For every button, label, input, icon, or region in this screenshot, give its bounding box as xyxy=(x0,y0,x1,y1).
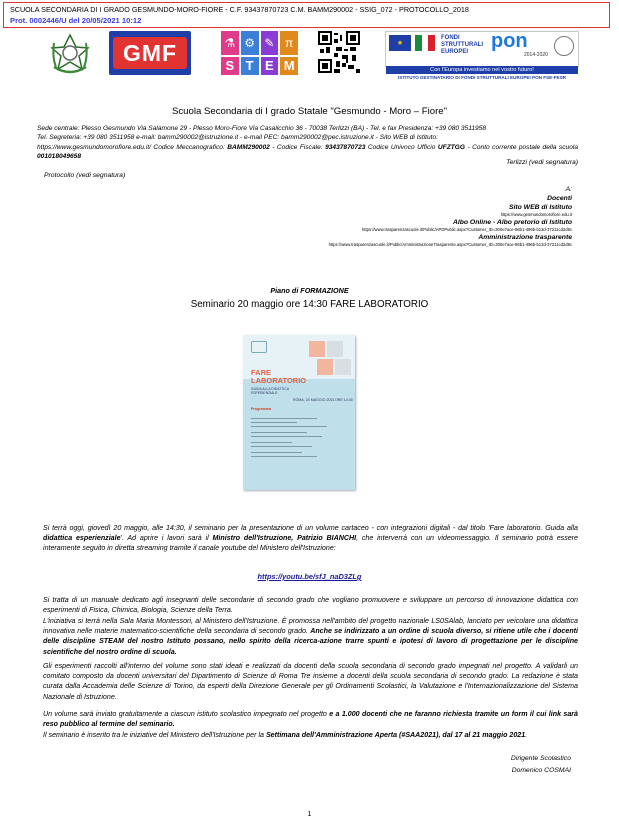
protocol-stamp xyxy=(3,2,610,28)
intro-text-2: '. Ad aprire i lavori sarà il xyxy=(120,534,213,543)
seminar-poster xyxy=(243,335,355,490)
page-number: 1 xyxy=(307,811,312,818)
recipient-transparency-url[interactable]: https://www.trasparenzascuole.it/Public/AmministrazioneTrasparente.aspx?Customer_ID=300e7ace-96b1-496b-b13d-37211cd2d8c xyxy=(328,242,572,247)
ministry-logo-icon xyxy=(251,341,267,353)
recipient-teachers: Docenti xyxy=(547,195,572,202)
stamp-protocol-number: Prot. 0002446/U del 20/05/2021 10:12 xyxy=(10,16,142,25)
recipient-transparency: Amministrazione trasparente xyxy=(478,234,572,241)
office-code: UFZTGG xyxy=(437,143,466,151)
address-line: Sede centrale: Plesso Gesmundo Via Salamone 29 - Plesso Moro-Fiore Via Casalicchio 36 - 70038 Terlizzi (BA) - Tel. e fax Presidenza: +39 080 3511958 xyxy=(37,125,487,132)
school-contact-info xyxy=(37,124,578,162)
paragraph-manual: Si tratta di un manuale dedicato agli insegnanti delle secondarie di secondo grado che vogliano promuovere e sviluppare un percorso di innovazione didattica con esperimenti di Fisica, Chimica, Biologia, Scienze della Terra. xyxy=(43,596,578,615)
pon-logo xyxy=(385,30,579,80)
postal-account: 001018049658 xyxy=(37,153,82,161)
postal-account-label: - Conto corrente postale della scuola xyxy=(465,143,578,151)
recipient-website-url[interactable]: https://www.gesmundomorofiore.edu.it xyxy=(500,212,572,217)
stamp-line: SCUOLA SECONDARIA DI I GRADO GESMUNDO-MORO-FIORE - C.F. 93437870723 C.M. BAMM290002 - SSIG_072 - PROTOCOLLO_2018 xyxy=(10,5,469,14)
intro-text-3: , che interverrà con un videomessaggio. Il seminario potrà essere interamente seguito in diretta streaming tramite il canale youtube del Ministero dell'Istruzione: xyxy=(43,534,578,553)
recipients-block xyxy=(172,185,572,248)
flask-icon: ⚗ xyxy=(221,31,239,55)
pon-fondi-label: FONDI STRUTTURALI EUROPEI xyxy=(441,35,483,55)
paragraph-volume xyxy=(43,709,578,729)
office-code-label: Codice Univoco Ufficio xyxy=(365,143,438,151)
school-code: BAMM290002 xyxy=(227,143,270,151)
pi-icon: π xyxy=(280,31,298,55)
pon-banner: Con l'Europa investiamo nel vostro futuro! xyxy=(386,66,578,74)
pon-caption: ISTITUTO DESTINATARIO DI FONDI STRUTTURALI EUROPEI PON FSE-FESR xyxy=(398,75,566,80)
signature-name: Domenico COSMAI xyxy=(511,767,571,774)
protocol-reference: Protocollo (vedi segnatura) xyxy=(44,172,126,179)
signature-role: Dirigente Scolastico xyxy=(510,755,571,762)
poster-time: ORE 14:30 xyxy=(335,398,353,402)
poster-date: ROMA, 20 MAGGIO 2021 xyxy=(293,398,335,402)
tool-icon: ✎ xyxy=(261,31,279,55)
qr-code-icon xyxy=(318,31,360,73)
intro-minister: Ministro dell'Istruzione, Patrizio BIANCHI xyxy=(212,534,357,543)
poster-program-lines xyxy=(251,415,347,481)
paragraph-initiative xyxy=(43,616,578,657)
fiscal-code: 93437870723 xyxy=(325,143,366,151)
volume-text: Un volume sarà inviato gratuitamente a ciascun istituto scolastico impegnato nel progetto xyxy=(43,710,330,718)
seminar-title: Seminario 20 maggio ore 14:30 FARE LABORATORIO xyxy=(190,299,429,310)
poster-section: Programma xyxy=(251,407,271,411)
gear-icon: ⚙ xyxy=(241,31,259,55)
signature-block xyxy=(511,753,571,777)
intro-highlight: didattica esperienziale xyxy=(43,534,121,543)
youtube-link[interactable]: https://youtu.be/sfJ_naD3ZLg xyxy=(257,572,362,581)
plan-title: Piano di FORMAZIONE xyxy=(270,286,349,295)
recipient-website: Sito WEB di Istituto xyxy=(508,204,572,211)
website-line: https://www.gesmundomorofiore.edu.it/ Codice Meccanografico: xyxy=(37,143,228,151)
poster-title-2: LABORATORIO xyxy=(251,376,307,385)
poster-subtitle: GUIDA ALLA DIDATTICA ESPERIENZIALE xyxy=(251,387,289,396)
pon-wordmark: pon xyxy=(491,30,528,52)
stem-logo xyxy=(221,31,298,75)
initiative-highlight: Anche se indirizzato a un ordine di scuola diverso, si ritiene utile che i docenti delle discipline STEAM del nostro Istituto possano, nello spirito della ricerca-azione trarre spunti e ipotesi di lavoro di progettazione per le discipline scientifiche del nostro ordine di scuola. xyxy=(43,627,578,656)
ministry-seal-icon xyxy=(554,36,574,56)
paragraph-experiments: Gli esperimenti raccolti all'interno del volume sono stati ideati e realizzati da docenti della scuola secondaria di secondo grado impegnati nel progetto. A validarli un comitato composto da docenti universitari del Dipartimento di Scienze di Roma Tre insieme a docenti della scuola secondaria di secondo grado. La redazione è stata curata dalla Accademia delle Scienze di Torino, da esperti della Direzione Generale per gli Ordinamenti Scolastici, la Valutazione e l'Internazionalizzazione del Sistema Nazionale di Istruzione. xyxy=(43,662,578,701)
volume-highlight: e a 1.000 docenti che ne faranno richiesta tramite un form il cui link sarà reso pubblico al termine del seminario. xyxy=(43,710,578,729)
contacts-line: Tel. Segreteria: +39 080 3511958 e-mail: bamm290002@istruzione.it - e-mail PEC: bamm290002@pec.istruzione.it - Sito WEB di Istituto: xyxy=(37,134,438,142)
initiative-text: L'iniziativa si terrà nella Sala Maria Montessori, al Ministero dell'Istruzione. È promossa nell'ambito del progetto nazionale LS0SAlab, lanciato per veicolare una didattica innovativa nelle materie matematico-scientifiche della secondaria di secondo grado. xyxy=(43,617,578,636)
italian-republic-emblem-icon xyxy=(50,31,90,75)
week-end: . xyxy=(525,731,528,739)
school-title: Scuola Secondaria di I grado Statale "Gesmundo - Moro – Fiore" xyxy=(171,106,448,117)
place-date: Terlizzi (vedi segnatura) xyxy=(506,159,578,166)
italy-flag-icon xyxy=(415,35,435,51)
stem-letters: S T E M xyxy=(221,57,298,75)
gmf-logo-text: GMF xyxy=(122,40,178,66)
fiscal-code-label: - Codice Fiscale: xyxy=(269,143,326,151)
paragraph-intro xyxy=(43,523,578,554)
eu-flag-icon: ★ xyxy=(389,35,411,51)
recipients-to: A: xyxy=(565,186,572,193)
pon-years: 2014-2020 xyxy=(524,52,548,58)
week-text: Il seminario è inserito tra le iniziative del Ministero dell'Istruzione per la xyxy=(43,731,266,739)
week-highlight: Settimana dell'Amministrazione Aperta (#SAA2021), dal 17 al 21 maggio 2021 xyxy=(265,731,526,739)
poster-title-1: FARE xyxy=(251,368,272,377)
gmf-logo xyxy=(109,31,191,75)
intro-text: Si terrà oggi, giovedì 20 maggio, alle 14:30, il seminario per la presentazione di un volume cartaceo - con integrazioni digitali - dal titolo 'Fare laboratorio. Guida alla xyxy=(43,524,578,532)
paragraph-week xyxy=(43,730,578,740)
recipient-albo: Albo Online - Albo pretorio di Istituto xyxy=(452,219,572,226)
recipient-albo-url[interactable]: https://www.trasparenzascuole.it/Public/APDPublic.aspx?Customer_ID=300e7ace-96b1-496b-b13d-37211cd2d8c xyxy=(361,227,572,232)
